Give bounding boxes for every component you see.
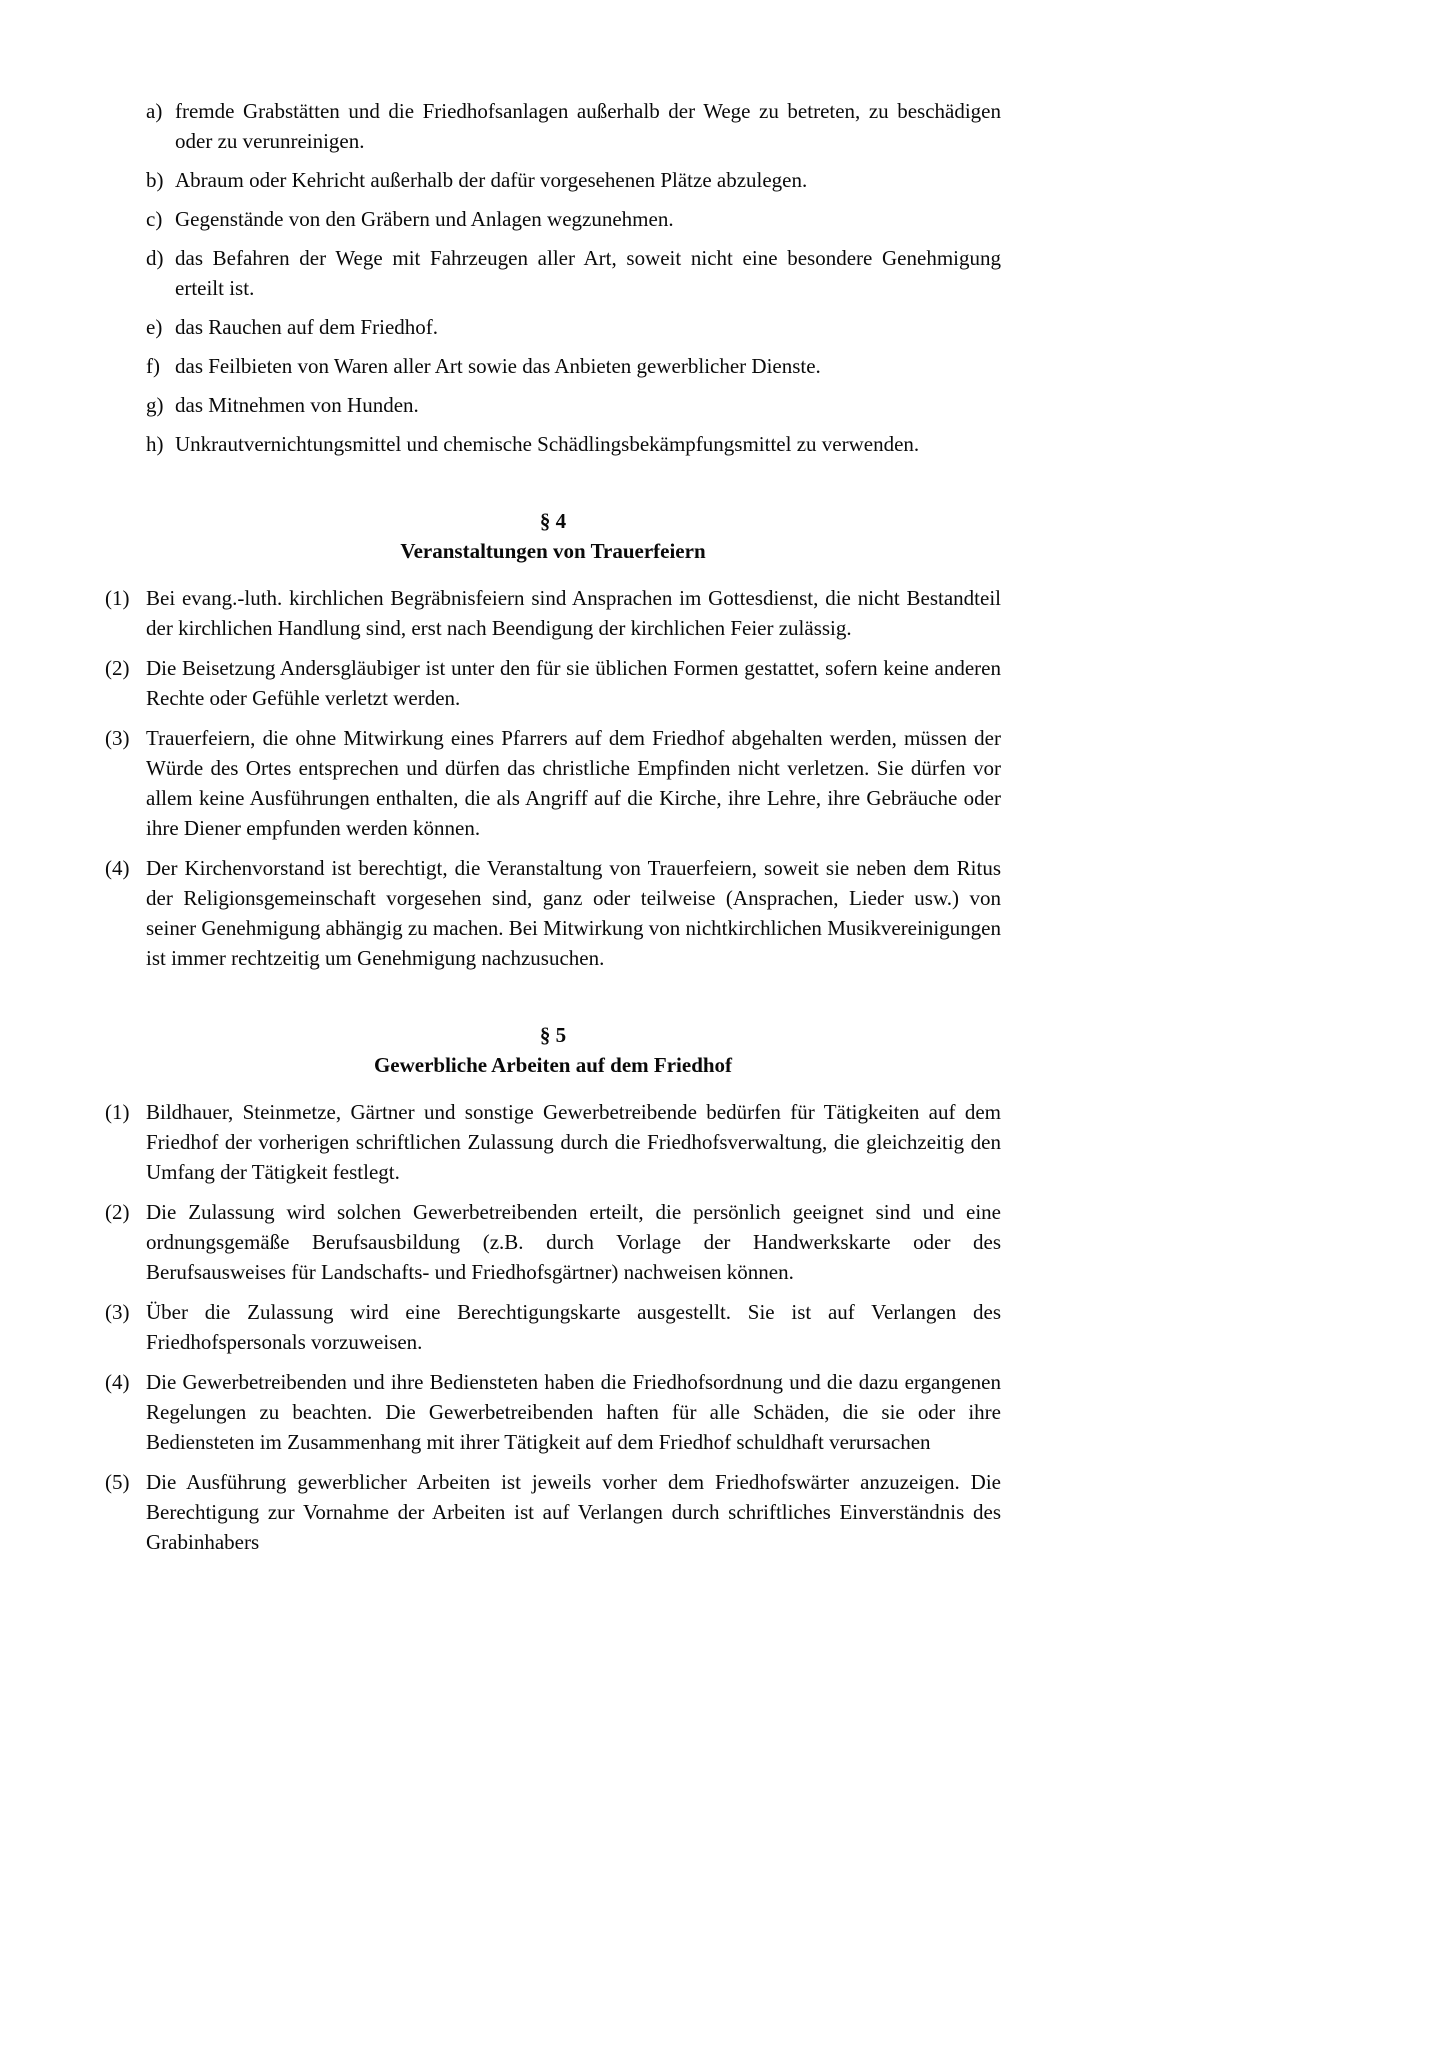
paragraph-text: Bildhauer, Steinmetze, Gärtner und sonstige Gewerbetreibende bedürfen für Tätigkeiten auf dem Friedhof der vorherigen schriftlichen Zulassung durch die Friedhofsverwaltung, die gleichzeitig den Umfang der Tätigkeit festlegt. bbox=[146, 1100, 1001, 1184]
paragraph bbox=[105, 1467, 1001, 1557]
paragraph-text: Die Ausführung gewerblicher Arbeiten ist jeweils vorher dem Friedhofswärter anzuzeigen. Die Berechtigung zur Vornahme der Arbeiten ist auf Verlangen durch schriftliches Einverständnis des Grabinhabers bbox=[146, 1470, 1001, 1554]
paragraph bbox=[105, 1097, 1001, 1187]
paragraph-marker: (4) bbox=[105, 1370, 130, 1394]
paragraph-text: Der Kirchenvorstand ist berechtigt, die Veranstaltung von Trauerfeiern, soweit sie neben dem Ritus der Religionsgemeinschaft vorgesehen sind, ganz oder teilweise (Ansprachen, Lieder usw.) von seiner Genehmigung abhängig zu machen. Bei Mitwirkung von nichtkirchlichen Musikvereinigungen ist immer rechtzeitig um Genehmigung nachzusuchen. bbox=[146, 856, 1001, 970]
section-title: Veranstaltungen von Trauerfeiern bbox=[400, 539, 706, 563]
paragraph-marker: (3) bbox=[105, 1300, 130, 1324]
section-4 bbox=[105, 506, 1001, 973]
paragraph-marker: (1) bbox=[105, 586, 130, 610]
paragraph-text: Die Zulassung wird solchen Gewerbetreibenden erteilt, die persönlich geeignet sind und eine ordnungsgemäße Berufsausbildung (z.B. durch Vorlage der Handwerkskarte oder des Berufsausweises für Landschafts- und Friedhofsgärtner) nachweisen können. bbox=[146, 1200, 1001, 1284]
list-item-text: Gegenstände von den Gräbern und Anlagen wegzunehmen. bbox=[175, 207, 674, 231]
paragraph bbox=[105, 653, 1001, 713]
list-item-text: Abraum oder Kehricht außerhalb der dafür vorgesehenen Plätze abzulegen. bbox=[175, 168, 808, 192]
paragraph-marker: (5) bbox=[105, 1470, 130, 1494]
paragraph-text: Trauerfeiern, die ohne Mitwirkung eines Pfarrers auf dem Friedhof abgehalten werden, müssen der Würde des Ortes entsprechen und dürfen das christliche Empfinden nicht verletzen. Sie dürfen vor allem keine Ausführungen enthalten, die als Angriff auf die Kirche, ihre Lehre, ihre Gebräuche oder ihre Diener empfunden werden können. bbox=[146, 726, 1001, 840]
list-item bbox=[146, 429, 1001, 459]
paragraph-text: Die Beisetzung Andersgläubiger ist unter den für sie üblichen Formen gestattet, sofern keine anderen Rechte oder Gefühle verletzt werden. bbox=[146, 656, 1001, 710]
paragraph-marker: (4) bbox=[105, 856, 130, 880]
paragraph bbox=[105, 1367, 1001, 1457]
list-item bbox=[146, 312, 1001, 342]
paragraph-text: Über die Zulassung wird eine Berechtigungskarte ausgestellt. Sie ist auf Verlangen des Friedhofspersonals vorzuweisen. bbox=[146, 1300, 1001, 1354]
paragraph-marker: (2) bbox=[105, 656, 130, 680]
list-item-text: das Befahren der Wege mit Fahrzeugen aller Art, soweit nicht eine besondere Genehmigung erteilt ist. bbox=[175, 246, 1001, 300]
paragraph-text: Die Gewerbetreibenden und ihre Bediensteten haben die Friedhofsordnung und die dazu ergangenen Regelungen zu beachten. Die Gewerbetreibenden haften für alle Schäden, die sie oder ihre Bediensteten im Zusammenhang mit ihrer Tätigkeit auf dem Friedhof schuldhaft verursachen bbox=[146, 1370, 1001, 1454]
list-marker: g) bbox=[146, 393, 164, 417]
list-item bbox=[146, 351, 1001, 381]
list-item bbox=[146, 243, 1001, 303]
list-item-text: fremde Grabstätten und die Friedhofsanlagen außerhalb der Wege zu betreten, zu beschädigen oder zu verunreinigen. bbox=[175, 99, 1001, 153]
paragraph-marker: (1) bbox=[105, 1100, 130, 1124]
list-marker: h) bbox=[146, 432, 164, 456]
paragraph-marker: (3) bbox=[105, 726, 130, 750]
list-item-text: das Rauchen auf dem Friedhof. bbox=[175, 315, 439, 339]
paragraph bbox=[105, 853, 1001, 973]
prohibitions-list bbox=[146, 96, 1001, 459]
list-marker: e) bbox=[146, 315, 163, 339]
paragraph-marker: (2) bbox=[105, 1200, 130, 1224]
section-title: Gewerbliche Arbeiten auf dem Friedhof bbox=[373, 1053, 733, 1077]
section-number: § 4 bbox=[539, 509, 567, 533]
section-5 bbox=[105, 1020, 1001, 1557]
list-marker: d) bbox=[146, 246, 164, 270]
page-content bbox=[105, 96, 1001, 1567]
section-heading bbox=[105, 506, 1001, 566]
paragraph bbox=[105, 583, 1001, 643]
list-item bbox=[146, 390, 1001, 420]
list-item-text: Unkrautvernichtungsmittel und chemische Schädlingsbekämpfungsmittel zu verwenden. bbox=[175, 432, 920, 456]
list-marker: c) bbox=[146, 207, 163, 231]
list-item bbox=[146, 204, 1001, 234]
list-marker: a) bbox=[146, 99, 163, 123]
paragraph bbox=[105, 723, 1001, 843]
list-item bbox=[146, 165, 1001, 195]
list-item bbox=[146, 96, 1001, 156]
section-number: § 5 bbox=[539, 1023, 567, 1047]
list-item-text: das Feilbieten von Waren aller Art sowie das Anbieten gewerblicher Dienste. bbox=[175, 354, 821, 378]
list-marker: b) bbox=[146, 168, 164, 192]
paragraph bbox=[105, 1197, 1001, 1287]
section-heading bbox=[105, 1020, 1001, 1080]
list-marker: f) bbox=[146, 354, 160, 378]
list-item-text: das Mitnehmen von Hunden. bbox=[175, 393, 419, 417]
paragraph bbox=[105, 1297, 1001, 1357]
paragraph-text: Bei evang.-luth. kirchlichen Begräbnisfeiern sind Ansprachen im Gottesdienst, die nicht Bestandteil der kirchlichen Handlung sind, erst nach Beendigung der kirchlichen Feier zulässig. bbox=[146, 586, 1001, 640]
